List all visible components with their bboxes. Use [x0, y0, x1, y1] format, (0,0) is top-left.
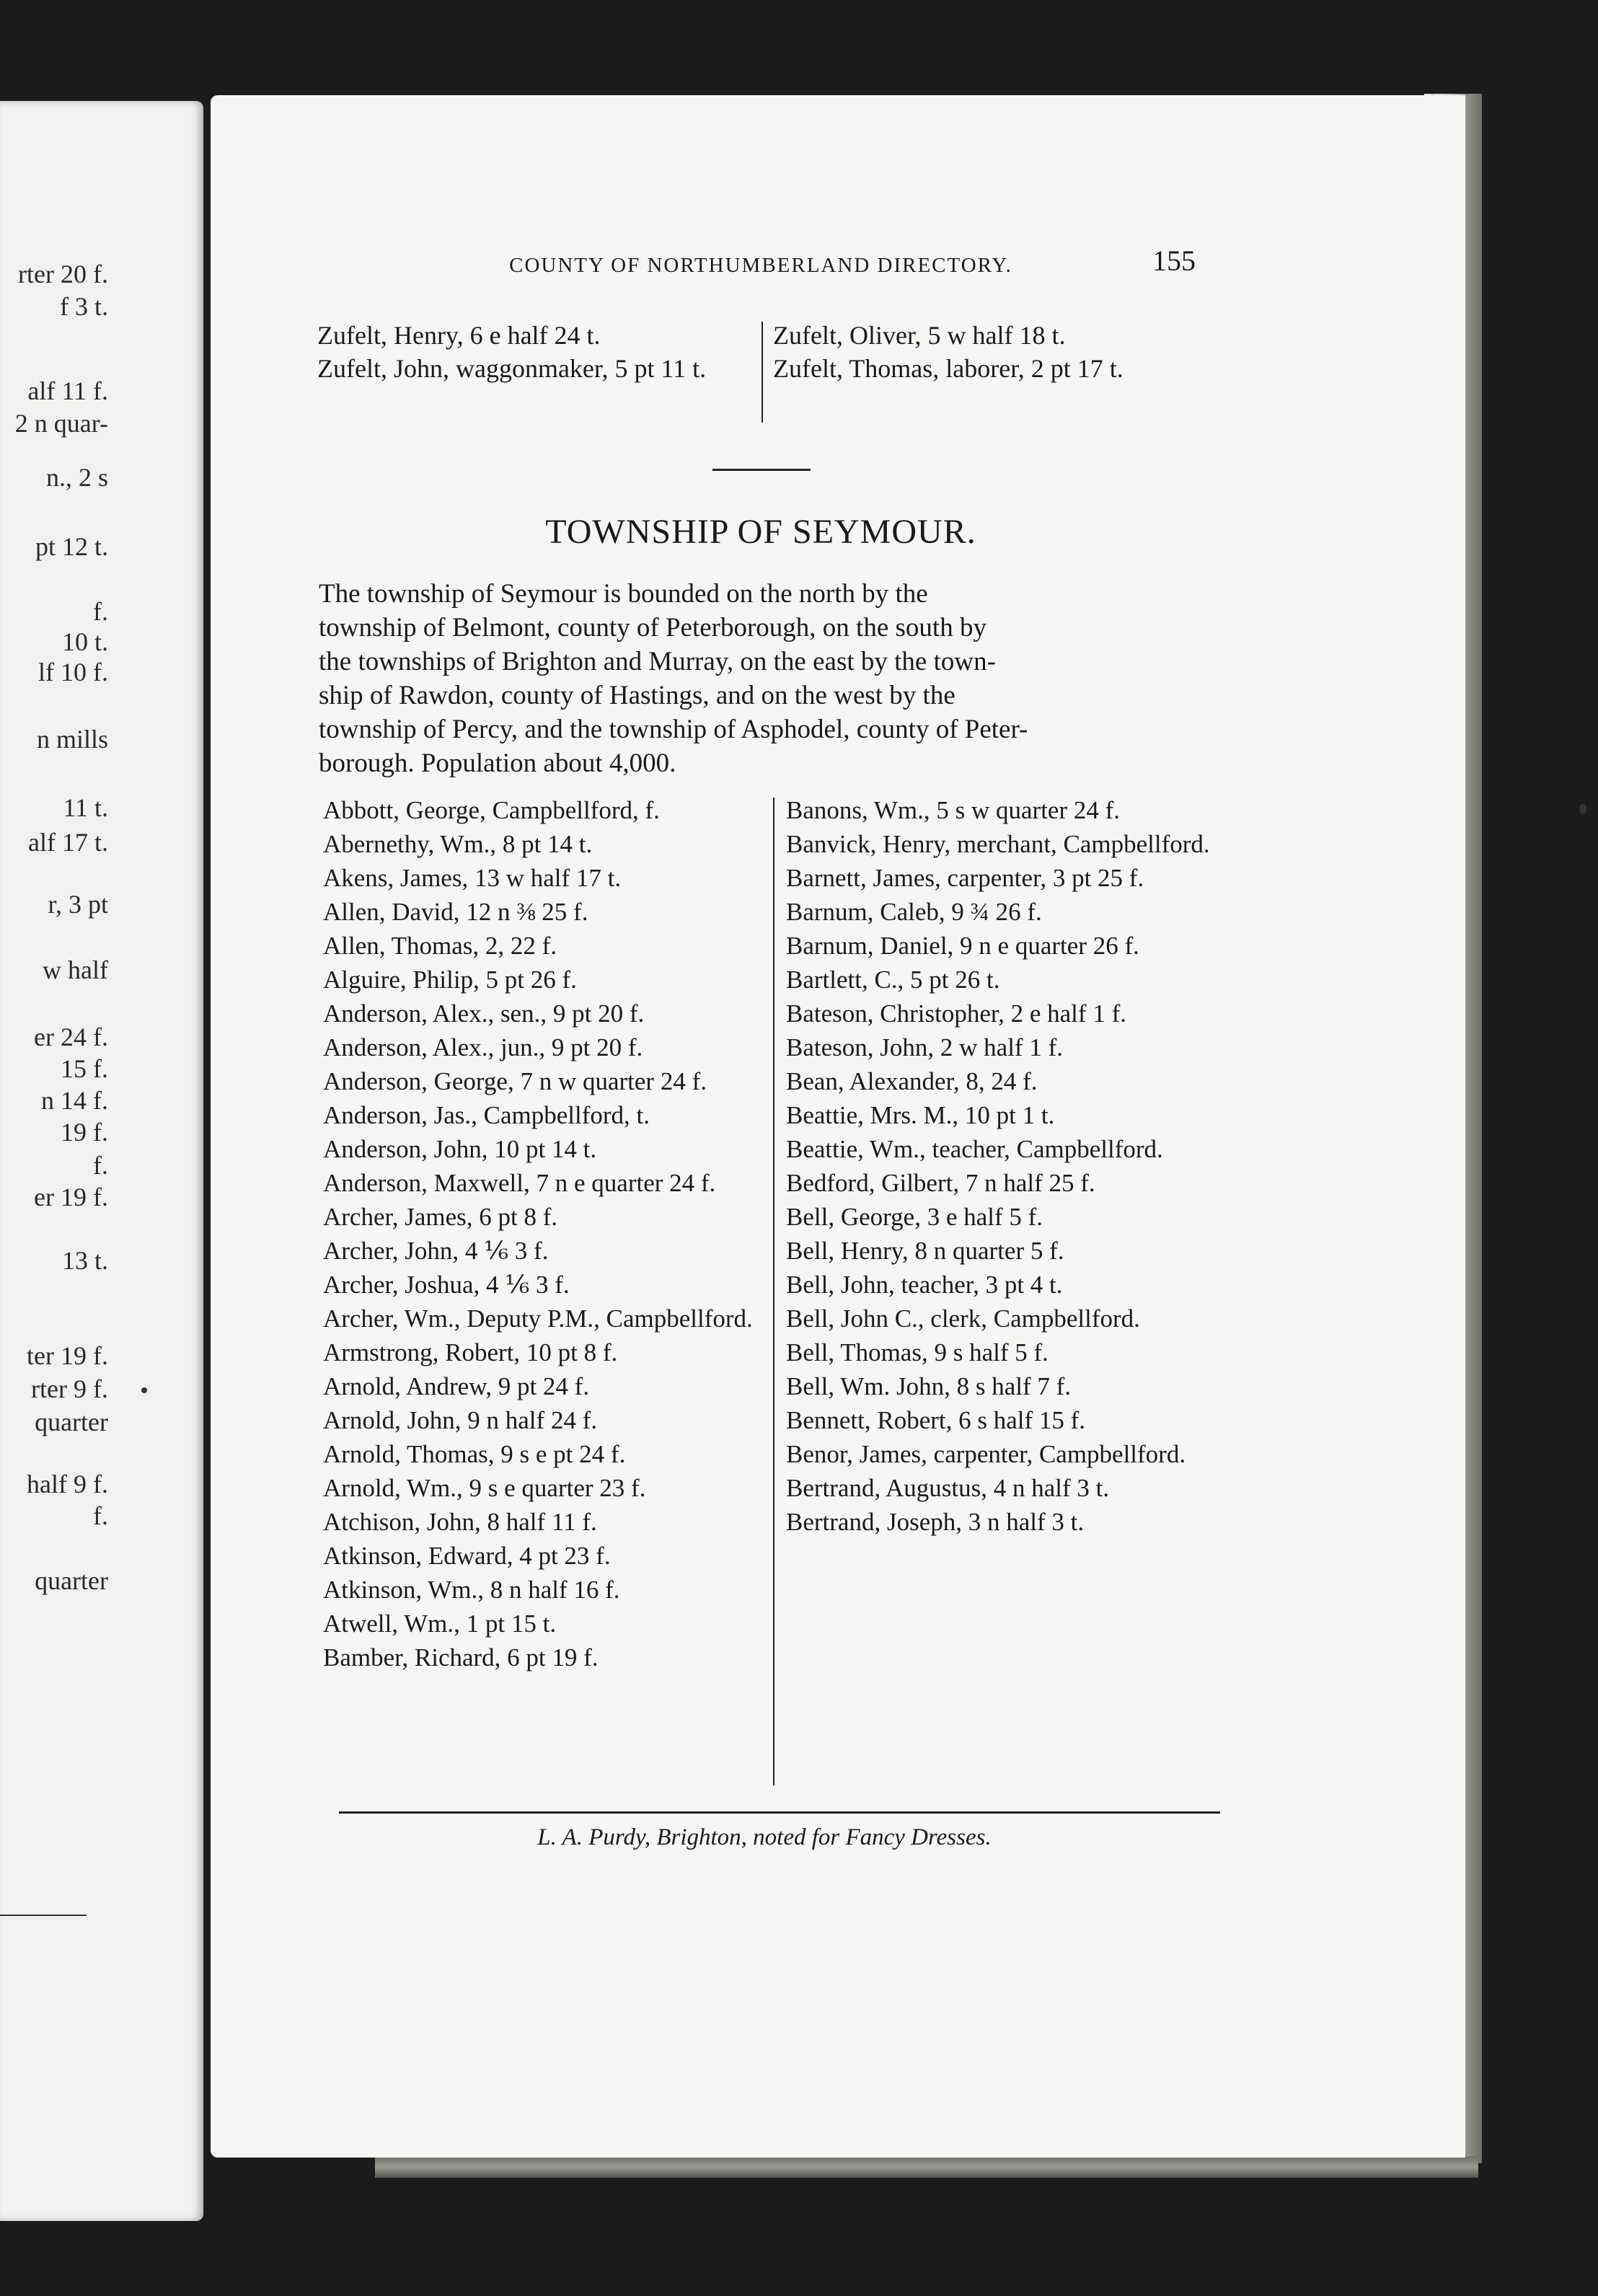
- left-page-fragment: r, 3 pt: [48, 890, 108, 919]
- left-page-fragment: n 14 f.: [41, 1086, 108, 1115]
- directory-entry: Banvick, Henry, merchant, Campbellford.: [786, 830, 1210, 858]
- directory-entry: Barnum, Daniel, 9 n e quarter 26 f.: [786, 932, 1139, 960]
- directory-entry: Bedford, Gilbert, 7 n half 25 f.: [786, 1169, 1095, 1197]
- intro-line: township of Belmont, county of Peterborough, on the south by: [319, 613, 986, 643]
- directory-entry: Abernethy, Wm., 8 pt 14 t.: [323, 830, 593, 858]
- directory-entry: Bamber, Richard, 6 pt 19 f.: [323, 1643, 599, 1672]
- column-divider: [773, 798, 774, 1785]
- left-page-fragment: 10 t.: [61, 627, 108, 656]
- left-page-fragment: half 9 f.: [27, 1470, 108, 1498]
- directory-entry: Bell, John C., clerk, Campbellford.: [786, 1304, 1140, 1333]
- left-page-fragment: quarter: [35, 1408, 108, 1436]
- directory-column-right: [786, 793, 1233, 1539]
- intro-line: ship of Rawdon, county of Hastings, and on the west by the: [319, 681, 955, 710]
- left-page-fragment: 2 n quar-: [14, 409, 108, 438]
- directory-entry: Bertrand, Augustus, 4 n half 3 t.: [786, 1474, 1110, 1502]
- directory-entry: Zufelt, John, waggonmaker, 5 pt 11 t.: [317, 354, 707, 383]
- directory-entry: Banons, Wm., 5 s w quarter 24 f.: [786, 796, 1121, 824]
- column-divider: [762, 322, 763, 423]
- intro-line: borough. Population about 4,000.: [319, 749, 676, 778]
- left-page-fragment: f.: [93, 597, 108, 626]
- directory-entry: Arnold, John, 9 n half 24 f.: [323, 1406, 598, 1434]
- directory-entry: Anderson, Maxwell, 7 n e quarter 24 f.: [323, 1169, 716, 1197]
- directory-entry: Arnold, Andrew, 9 pt 24 f.: [323, 1372, 590, 1400]
- directory-entry: Anderson, George, 7 n w quarter 24 f.: [323, 1067, 707, 1095]
- speck: [1579, 804, 1586, 814]
- intro-line: The township of Seymour is bounded on the north by the: [319, 579, 928, 609]
- directory-entry: Anderson, Jas., Campbellford, t.: [323, 1101, 650, 1129]
- footer-advertisement: L. A. Purdy, Brighton, noted for Fancy Dresses.: [537, 1824, 992, 1850]
- intro-line: the townships of Brighton and Murray, on the east by the town-: [319, 647, 996, 676]
- directory-entry: Bennett, Robert, 6 s half 15 f.: [786, 1406, 1086, 1434]
- directory-entry: Abbott, George, Campbellford, f.: [323, 796, 660, 824]
- directory-entry: Archer, John, 4 ⅙ 3 f.: [323, 1237, 549, 1265]
- left-page-fragment: f.: [93, 1151, 108, 1180]
- directory-entry: Barnett, James, carpenter, 3 pt 25 f.: [786, 864, 1144, 892]
- left-page-rule: [0, 1915, 87, 1916]
- left-page-fragment: f.: [93, 1501, 108, 1530]
- left-page-fragment: rter 9 f.: [31, 1374, 108, 1403]
- directory-entry: Archer, James, 6 pt 8 f.: [323, 1203, 558, 1231]
- top-entries-left: [317, 319, 750, 385]
- directory-entry: Atwell, Wm., 1 pt 15 t.: [323, 1610, 557, 1638]
- directory-entry: Bateson, Christopher, 2 e half 1 f.: [786, 999, 1126, 1028]
- directory-entry: Bell, Thomas, 9 s half 5 f.: [786, 1338, 1049, 1366]
- directory-entry: Beattie, Mrs. M., 10 pt 1 t.: [786, 1101, 1055, 1129]
- left-page-fragment: pt 12 t.: [35, 532, 108, 561]
- left-page-fragment: alf 11 f.: [27, 376, 108, 405]
- left-page-fragment: f 3 t.: [60, 292, 108, 321]
- directory-entry: Arnold, Thomas, 9 s e pt 24 f.: [323, 1440, 626, 1468]
- directory-entry: Beattie, Wm., teacher, Campbellford.: [786, 1135, 1163, 1163]
- directory-entry: Bell, John, teacher, 3 pt 4 t.: [786, 1271, 1063, 1299]
- directory-entry: Allen, Thomas, 2, 22 f.: [323, 932, 557, 960]
- speck: [141, 1387, 147, 1393]
- intro-line: township of Percy, and the township of Asphodel, county of Peter-: [319, 715, 1028, 744]
- running-head: COUNTY OF NORTHUMBERLAND DIRECTORY.: [509, 254, 1012, 277]
- directory-entry: Atchison, John, 8 half 11 f.: [323, 1508, 597, 1536]
- left-page-fragment: 15 f.: [61, 1054, 108, 1083]
- directory-entry: Atkinson, Wm., 8 n half 16 f.: [323, 1576, 620, 1604]
- directory-entry: Archer, Wm., Deputy P.M., Campbellford.: [323, 1304, 753, 1333]
- directory-entry: Akens, James, 13 w half 17 t.: [323, 864, 622, 892]
- directory-entry: Alguire, Philip, 5 pt 26 f.: [323, 966, 577, 994]
- left-page-fragment: alf 17 t.: [28, 828, 108, 857]
- page-number: 155: [1152, 244, 1196, 277]
- section-rule: [712, 469, 811, 471]
- left-page-fragment: n., 2 s: [45, 463, 108, 492]
- directory-entry: Bean, Alexander, 8, 24 f.: [786, 1067, 1038, 1095]
- directory-entry: Allen, David, 12 n ⅜ 25 f.: [323, 898, 588, 926]
- directory-entry: Bell, Wm. John, 8 s half 7 f.: [786, 1372, 1072, 1400]
- left-page-fragment: quarter: [35, 1566, 108, 1595]
- directory-entry: Anderson, Alex., jun., 9 pt 20 f.: [323, 1033, 643, 1061]
- directory-entry: Zufelt, Henry, 6 e half 24 t.: [317, 321, 601, 350]
- directory-entry: Bell, Henry, 8 n quarter 5 f.: [786, 1237, 1064, 1265]
- directory-entry: Zufelt, Oliver, 5 w half 18 t.: [773, 321, 1066, 350]
- directory-entry: Arnold, Wm., 9 s e quarter 23 f.: [323, 1474, 646, 1502]
- left-page-fragment: 19 f.: [61, 1118, 108, 1147]
- directory-entry: Armstrong, Robert, 10 pt 8 f.: [323, 1338, 618, 1366]
- left-page-fragment: 13 t.: [61, 1246, 108, 1275]
- directory-entry: Atkinson, Edward, 4 pt 23 f.: [323, 1542, 611, 1570]
- section-title: TOWNSHIP OF SEYMOUR.: [545, 513, 976, 551]
- left-page-fragment: lf 10 f.: [38, 658, 108, 686]
- directory-entry: Anderson, Alex., sen., 9 pt 20 f.: [323, 999, 645, 1028]
- intro-paragraph: [319, 577, 1211, 780]
- top-entries-right: [773, 319, 1235, 385]
- directory-entry: Archer, Joshua, 4 ⅙ 3 f.: [323, 1271, 570, 1299]
- directory-entry: Bateson, John, 2 w half 1 f.: [786, 1033, 1063, 1061]
- directory-entry: Bell, George, 3 e half 5 f.: [786, 1203, 1043, 1231]
- left-page-fragment: w half: [43, 955, 108, 984]
- directory-entry: Zufelt, Thomas, laborer, 2 pt 17 t.: [773, 354, 1124, 383]
- directory-entry: Bartlett, C., 5 pt 26 t.: [786, 966, 1000, 994]
- left-page-fragment: er 19 f.: [34, 1183, 108, 1211]
- left-page-fragment: rter 20 f.: [18, 260, 108, 288]
- directory-entry: Barnum, Caleb, 9 ¾ 26 f.: [786, 898, 1042, 926]
- left-page-fragment: ter 19 f.: [27, 1341, 108, 1370]
- left-page-fragment: er 24 f.: [34, 1023, 108, 1051]
- directory-entry: Bertrand, Joseph, 3 n half 3 t.: [786, 1508, 1085, 1536]
- left-page: [0, 101, 203, 2221]
- directory-entry: Anderson, John, 10 pt 14 t.: [323, 1135, 597, 1163]
- directory-column-left: [323, 793, 770, 1674]
- book-bottom-edge: [375, 2156, 1478, 2178]
- left-page-fragment: n mills: [36, 725, 108, 754]
- footer-rule: [339, 1811, 1220, 1814]
- left-page-fragment: 11 t.: [63, 793, 108, 822]
- directory-entry: Benor, James, carpenter, Campbellford.: [786, 1440, 1186, 1468]
